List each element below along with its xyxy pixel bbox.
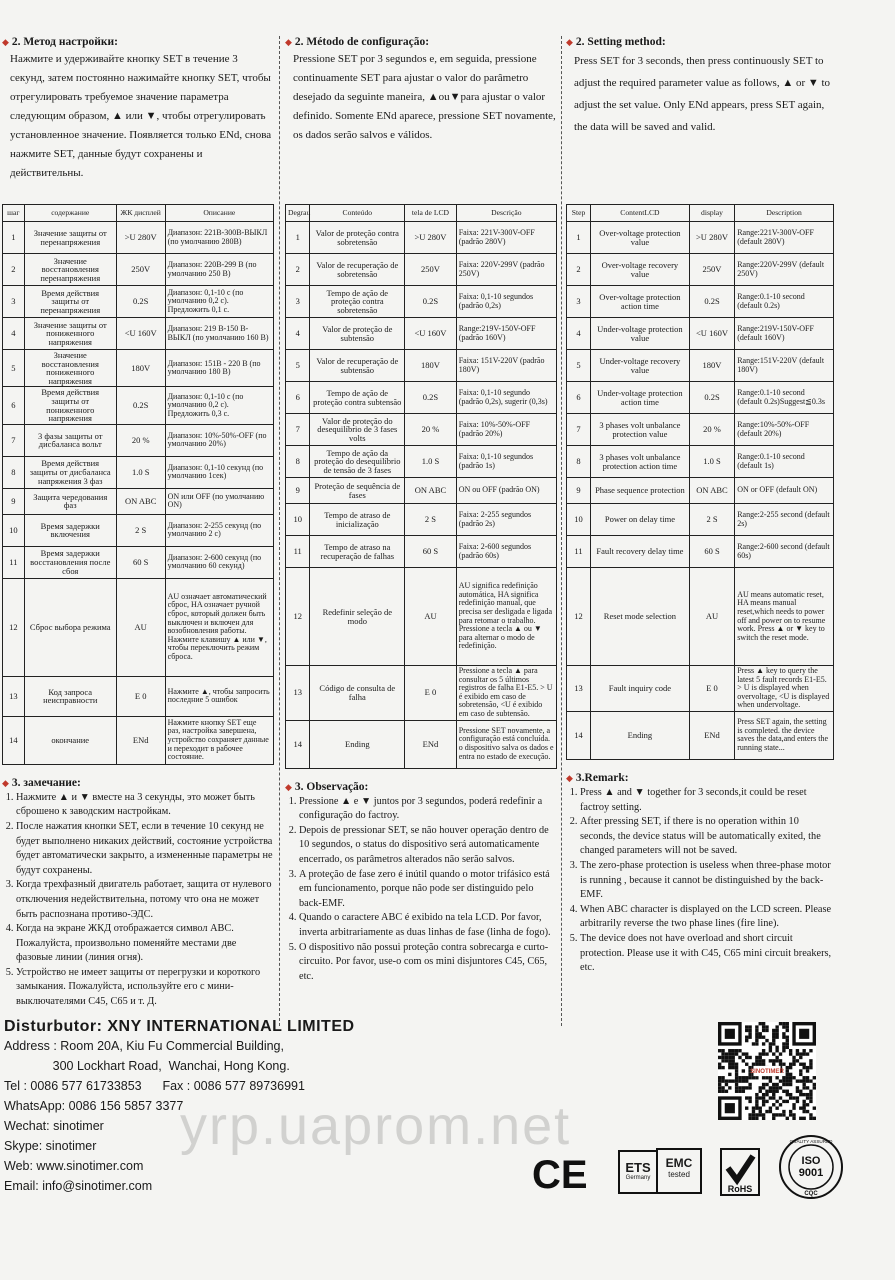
setting-instructions-en: Press SET for 3 seconds, then press continuously SET to adjust the required parameter value as follows, ▲ or ▼ to adjust the set value. Only ENd appears, press SET again, the data will be saved and valid. <box>574 55 831 133</box>
portuguese-column <box>285 36 557 984</box>
content-cell: 3 phases volt unbalance protection value <box>591 414 690 446</box>
description-cell: Диапазон: 0,1-10 с (по умолчанию 0,2 с). Предложить 0,3 с. <box>165 387 273 424</box>
display-cell: ON ABC <box>116 488 165 514</box>
content-cell: окончание <box>24 716 116 764</box>
step-cell: 3 <box>286 286 310 318</box>
col-header-content: содержание <box>24 205 116 222</box>
description-cell: Range:220V-299V (default 250V) <box>735 254 834 286</box>
description-cell: Faixa: 221V-300V-OFF (padrão 280V) <box>456 222 556 254</box>
setting-instructions-ru: Нажмите и удерживайте кнопку SET в течение 3 секунд, затем постоянно нажимайте кнопку SET, чтобы отрегулировать требуемое значение параметра следующим образом, ▲ или ▼, чтобы отрегулировать установленное значение. Появляется только ENd, снова нажмите SET, данные будут сохранены и действительны. <box>10 53 272 179</box>
description-cell: Диапазон: 219 В-150 В-ВЫКЛ (по умолчанию 160 В) <box>165 318 273 350</box>
table-row <box>3 254 274 286</box>
content-cell: Fault inquiry code <box>591 666 690 712</box>
table-row <box>567 666 834 712</box>
content-cell: 3 phases volt unbalance protection action time <box>591 446 690 478</box>
step-cell: 2 <box>3 254 25 286</box>
display-cell: ON ABC <box>689 478 734 504</box>
step-cell: 5 <box>567 350 591 382</box>
distributor-address-line-2: 300 Lockhart Road, Wanchai, Hong Kong. <box>4 1059 290 1073</box>
setting-method-heading-pt: ◆ 2. Método de configuração: <box>285 36 430 48</box>
settings-table-pt <box>285 204 557 769</box>
display-cell: 2 S <box>116 514 165 546</box>
step-cell: 7 <box>567 414 591 446</box>
step-cell: 7 <box>286 414 310 446</box>
content-cell: Время задержки включения <box>24 514 116 546</box>
table-row <box>567 414 834 446</box>
step-cell: 9 <box>3 488 25 514</box>
remark-heading-en: ◆ 3.Remark: <box>566 771 629 784</box>
description-cell: Pressione SET novamente, a configuração está concluída. o dispositivo salva os dados e entra no estado de execução. <box>456 720 556 768</box>
description-cell: Range:2-255 second (default 2s) <box>735 504 834 536</box>
display-cell: 0.2S <box>405 382 456 414</box>
svg-text:CQC: CQC <box>804 1191 818 1197</box>
table-row <box>567 254 834 286</box>
remark-list-en <box>566 786 834 976</box>
step-cell: 3 <box>567 286 591 318</box>
setting-method-heading-ru: ◆ 2. Метод настройки: <box>2 36 118 48</box>
description-cell: Диапазон: 0,1-10 с (по умолчанию 0,2 с). Предложить 0,1 с. <box>165 286 273 318</box>
table-row <box>567 350 834 382</box>
remark-item: 1. Pressione ▲ e ▼ juntos por 3 segundos, poderá redefinir a configuração do factroy. <box>299 795 557 824</box>
step-cell: 11 <box>286 536 310 568</box>
display-cell: 60 S <box>116 546 165 578</box>
table-header-row <box>567 205 834 222</box>
russian-column <box>2 36 274 1010</box>
description-cell: ON ou OFF (padrão ON) <box>456 478 556 504</box>
remark-item: 3. A proteção de fase zero é inútil quando o motor trifásico está em funcionamento, porque não pode ser distinguido pelo back-EMF. <box>299 868 557 912</box>
content-cell: Valor de recuperação de subtensão <box>310 350 405 382</box>
step-cell: 12 <box>3 578 25 676</box>
content-cell: Tempo de atraso na recuperação de falhas <box>310 536 405 568</box>
col-header-content: ContentLCD <box>591 205 690 222</box>
table-row <box>286 318 557 350</box>
display-cell: 1.0 S <box>405 446 456 478</box>
col-header-step: Degrau <box>286 205 310 222</box>
step-cell: 8 <box>567 446 591 478</box>
table-row <box>286 720 557 768</box>
description-cell: Faixa: 0,1-10 segundo (padrão 0,2s), sugerir (0,3s) <box>456 382 556 414</box>
step-cell: 11 <box>567 536 591 568</box>
content-cell: Tempo de atraso de inicialização <box>310 504 405 536</box>
table-row <box>286 350 557 382</box>
table-row <box>286 286 557 318</box>
col-header-step: Step <box>567 205 591 222</box>
description-cell: Press SET again, the setting is completed. the device saves the data,and enters the running state... <box>735 711 834 759</box>
settings-table-en <box>566 204 834 760</box>
step-cell: 9 <box>567 478 591 504</box>
description-cell: Range:10%-50%-OFF (default 20%) <box>735 414 834 446</box>
content-cell: Значение восстановления пониженного напряжения <box>24 350 116 387</box>
column-divider <box>279 36 280 1026</box>
table-row <box>567 568 834 666</box>
step-cell: 13 <box>3 676 25 716</box>
step-cell: 10 <box>286 504 310 536</box>
remark-item: 4. When ABC character is displayed on the LCD screen. Please arbitrarily reverse the two phase lines (fire line). <box>580 903 834 932</box>
col-header-description: Описание <box>165 205 273 222</box>
display-cell: AU <box>405 568 456 666</box>
table-row <box>567 286 834 318</box>
description-cell: AU means automatic reset, HA means manual reset,which needs to power off and power on to resume work. Press ▲ or ▼ key to switch the reset mode. <box>735 568 834 666</box>
display-cell: 60 S <box>405 536 456 568</box>
description-cell: Faixa: 2-600 segundos (padrão 60s) <box>456 536 556 568</box>
content-cell: Valor de proteção do desequilíbrio de 3 fases volts <box>310 414 405 446</box>
table-row <box>286 446 557 478</box>
step-cell: 11 <box>3 546 25 578</box>
table-row <box>567 446 834 478</box>
remark-item: 2. After pressing SET, if there is no operation within 10 seconds, the device status will be automatically exited, the changed parameters will not be saved. <box>580 815 834 859</box>
display-cell: 20 % <box>405 414 456 446</box>
ce-mark-icon <box>530 1150 588 1197</box>
display-cell: <U 160V <box>116 318 165 350</box>
step-cell: 9 <box>286 478 310 504</box>
table-row <box>567 222 834 254</box>
description-cell: Faixa: 151V-220V (padrão 180V) <box>456 350 556 382</box>
step-cell: 1 <box>567 222 591 254</box>
description-cell: ON или OFF (по умолчанию ON) <box>165 488 273 514</box>
distributor-title: Disturbutor: XNY INTERNATIONAL LIMITED <box>4 1018 355 1035</box>
table-header-row <box>3 205 274 222</box>
content-cell: Power on delay time <box>591 504 690 536</box>
display-cell: 0.2S <box>689 286 734 318</box>
display-cell: 0.2S <box>116 286 165 318</box>
description-cell: Нажмите кнопку SET еще раз, настройка завершена, устройство сохраняет данные и переходит в рабочее состояние. <box>165 716 273 764</box>
col-header-display: ЖК дисплей <box>116 205 165 222</box>
display-cell: >U 280V <box>405 222 456 254</box>
table-row <box>3 676 274 716</box>
description-cell: Диапазон: 221В-300В-ВЫКЛ (по умолчанию 280В) <box>165 222 273 254</box>
display-cell: 250V <box>689 254 734 286</box>
display-cell: AU <box>116 578 165 676</box>
content-cell: Valor de proteção contra sobretensão <box>310 222 405 254</box>
display-cell: E 0 <box>116 676 165 716</box>
content-cell: Valor de proteção de subtensão <box>310 318 405 350</box>
step-cell: 8 <box>3 456 25 488</box>
description-cell: AU означает автоматический сброс, HA означает ручной сброс, который должен быть выключен и включен для возобновления работы. Нажмите клавишу ▲ или ▼, чтобы переключить режим сброса. <box>165 578 273 676</box>
display-cell: 60 S <box>689 536 734 568</box>
table-row <box>3 222 274 254</box>
display-cell: <U 160V <box>689 318 734 350</box>
step-cell: 2 <box>286 254 310 286</box>
table-row <box>3 488 274 514</box>
content-cell: Phase sequence protection <box>591 478 690 504</box>
step-cell: 12 <box>286 568 310 666</box>
table-row <box>286 382 557 414</box>
table-row <box>286 504 557 536</box>
display-cell: ENd <box>116 716 165 764</box>
table-row <box>3 424 274 456</box>
step-cell: 5 <box>286 350 310 382</box>
content-cell: 3 фазы защиты от дисбаланса вольт <box>24 424 116 456</box>
table-row <box>286 222 557 254</box>
content-cell: Proteção de sequência de fases <box>310 478 405 504</box>
distributor-wechat: Wechat: sinotimer <box>4 1119 104 1133</box>
display-cell: 250V <box>405 254 456 286</box>
content-cell: Код запроса неисправности <box>24 676 116 716</box>
svg-text:CE: CE <box>532 1153 588 1197</box>
remark-item: 4. Quando o caractere ABC é exibido na tela LCD. Por favor, inverta arbitrariamente as duas linhas de fase (linha de fogo). <box>299 911 557 940</box>
display-cell: 20 % <box>116 424 165 456</box>
step-cell: 1 <box>3 222 25 254</box>
ets-logo-icon: ETS Germany <box>618 1150 658 1194</box>
col-header-display: display <box>689 205 734 222</box>
display-cell: 0.2S <box>116 387 165 424</box>
description-cell: Range:2-600 second (default 60s) <box>735 536 834 568</box>
table-row <box>286 254 557 286</box>
table-row <box>3 716 274 764</box>
display-cell: ENd <box>689 711 734 759</box>
description-cell: Pressione a tecla ▲ para consultar os 5 últimos registros de falha E1-E5. > U é exibido em caso de sobretensão, <U é exibido em caso de subtensão. <box>456 666 556 721</box>
qr-center-logo: SINOTIMER <box>750 1068 784 1076</box>
content-cell: Over-voltage protection value <box>591 222 690 254</box>
display-cell: 1.0 S <box>689 446 734 478</box>
distributor-tel-fax: Tel : 0086 577 61733853 Fax : 0086 577 89736991 <box>4 1079 305 1093</box>
table-row <box>567 504 834 536</box>
step-cell: 4 <box>286 318 310 350</box>
step-cell: 4 <box>3 318 25 350</box>
col-header-display: tela de LCD <box>405 205 456 222</box>
step-cell: 10 <box>567 504 591 536</box>
rohs-logo-icon <box>720 1148 760 1196</box>
english-column <box>566 36 834 976</box>
content-cell: Código de consulta de falha <box>310 666 405 721</box>
step-cell: 10 <box>3 514 25 546</box>
content-cell: Over-voltage protection action time <box>591 286 690 318</box>
display-cell: 250V <box>116 254 165 286</box>
description-cell: Range:221V-300V-OFF (default 280V) <box>735 222 834 254</box>
step-cell: 3 <box>3 286 25 318</box>
certification-logos <box>530 1139 860 1212</box>
display-cell: AU <box>689 568 734 666</box>
step-cell: 13 <box>286 666 310 721</box>
display-cell: ENd <box>405 720 456 768</box>
svg-text:ISO: ISO <box>801 1155 821 1167</box>
content-cell: Reset mode selection <box>591 568 690 666</box>
step-cell: 4 <box>567 318 591 350</box>
table-header-row <box>286 205 557 222</box>
col-header-description: Descrição <box>456 205 556 222</box>
display-cell: 1.0 S <box>116 456 165 488</box>
remark-list-ru <box>2 791 274 1010</box>
description-cell: Faixa: 2-255 segundos (padrão 2s) <box>456 504 556 536</box>
description-cell: Диапазон: 220В-299 В (по умолчанию 250 В) <box>165 254 273 286</box>
description-cell: Faixa: 220V-299V (padrão 250V) <box>456 254 556 286</box>
table-row <box>567 711 834 759</box>
step-cell: 6 <box>286 382 310 414</box>
description-cell: Range:0.1-10 second (default 0.2s) <box>735 286 834 318</box>
step-cell: 5 <box>3 350 25 387</box>
qr-code <box>718 1022 816 1120</box>
display-cell: 0.2S <box>405 286 456 318</box>
content-cell: Redefinir seleção de modo <box>310 568 405 666</box>
display-cell: 2 S <box>405 504 456 536</box>
iso-9001-logo-icon <box>778 1134 844 1200</box>
content-cell: Значение восстановления перенапряжения <box>24 254 116 286</box>
description-cell: Range:219V-150V-OFF (default 160V) <box>735 318 834 350</box>
step-cell: 6 <box>567 382 591 414</box>
content-cell: Tempo de ação de proteção contra subtensão <box>310 382 405 414</box>
step-cell: 2 <box>567 254 591 286</box>
content-cell: Tempo de ação da proteção do desequilíbrio de tensão de 3 fases <box>310 446 405 478</box>
table-row <box>567 536 834 568</box>
step-cell: 12 <box>567 568 591 666</box>
step-cell: 14 <box>3 716 25 764</box>
remark-item: 5. O dispositivo não possui proteção contra sobrecarga e curto-circuito. Por favor, use-o com os mini disjuntores C45, C65, etc. <box>299 941 557 985</box>
table-row <box>3 456 274 488</box>
distributor-email: Email: info@sinotimer.com <box>4 1179 153 1193</box>
display-cell: <U 160V <box>405 318 456 350</box>
description-cell: Faixa: 0,1-10 segundos (padrão 0,2s) <box>456 286 556 318</box>
display-cell: E 0 <box>689 666 734 712</box>
content-cell: Tempo de ação de proteção contra sobretensão <box>310 286 405 318</box>
table-row <box>3 286 274 318</box>
table-row <box>286 478 557 504</box>
emc-logo-icon: EMC tested <box>656 1148 702 1194</box>
content-cell: Время действия защиты от перенапряжения <box>24 286 116 318</box>
content-cell: Ending <box>591 711 690 759</box>
description-cell: Диапазон: 10%-50%-OFF (по умолчанию 20%) <box>165 424 273 456</box>
step-cell: 14 <box>286 720 310 768</box>
description-cell: Faixa: 10%-50%-OFF (padrão 20%) <box>456 414 556 446</box>
remark-item: 4. Когда на экране ЖКД отображается символ ABC. Пожалуйста, произвольно поменяйте местами две фазовые линии (линия огня). <box>16 922 274 966</box>
content-cell: Fault recovery delay time <box>591 536 690 568</box>
remark-item: 3. Когда трехфазный двигатель работает, защита от нулевого отключения недействительна, потому что она не может быть распознана противо-ЭДС. <box>16 878 274 922</box>
remark-item: 5. The device does not have overload and short circuit protection. Please use it with C45, C65 mini circuit breakers, etc. <box>580 932 834 976</box>
description-cell: Диапазон: 0,1-10 секунд (по умолчанию 1сек) <box>165 456 273 488</box>
description-cell: AU significa redefinição automática, HA significa redefinição manual, que precisa ser desligada e ligada para retomar o trabalho. Pressione a tecla ▲ ou ▼ para alternar o modo de redefinição. <box>456 568 556 666</box>
content-cell: Valor de recuperação de sobretensão <box>310 254 405 286</box>
description-cell: Диапазон: 151В - 220 В (по умолчанию 180 В) <box>165 350 273 387</box>
step-cell: 8 <box>286 446 310 478</box>
remark-item: 2. После нажатия кнопки SET, если в течение 10 секунд не будет выполнено никаких действий, состояние устройства будет автоматически закрыто, а измененные параметры не будут сохранены. <box>16 820 274 878</box>
display-cell: 20 % <box>689 414 734 446</box>
description-cell: Диапазон: 2-255 секунд (по умолчанию 2 с) <box>165 514 273 546</box>
col-header-step: шаг <box>3 205 25 222</box>
content-cell: Значение защиты от пониженного напряжения <box>24 318 116 350</box>
table-row <box>567 318 834 350</box>
table-row <box>286 536 557 568</box>
display-cell: 180V <box>116 350 165 387</box>
column-divider <box>561 36 562 1026</box>
display-cell: >U 280V <box>116 222 165 254</box>
description-cell: Нажмите ▲, чтобы запросить последние 5 ошибок <box>165 676 273 716</box>
distributor-address-line-1: Address : Room 20A, Kiu Fu Commercial Building, <box>4 1039 284 1053</box>
content-cell: Under-voltage protection value <box>591 318 690 350</box>
content-cell: Время действия защиты от пониженного напряжения <box>24 387 116 424</box>
table-row <box>567 382 834 414</box>
description-cell: Range:219V-150V-OFF (padrão 160V) <box>456 318 556 350</box>
content-cell: Значение защиты от перенапряжения <box>24 222 116 254</box>
remark-item: 1. Press ▲ and ▼ together for 3 seconds,it could be reset factroy setting. <box>580 786 834 815</box>
display-cell: >U 280V <box>689 222 734 254</box>
description-cell: Range:0.1-10 second (default 1s) <box>735 446 834 478</box>
step-cell: 14 <box>567 711 591 759</box>
settings-table-ru <box>2 204 274 765</box>
setting-instructions-pt: Pressione SET por 3 segundos e, em seguida, pressione continuamente SET para ajustar o valor do parâmetro desejado da seguinte maneira, ▲ou▼para ajustar o valor definido. Somente ENd aparece, pressione SET novamente, os dados serão salvos e válidos. <box>293 53 556 141</box>
content-cell: Ending <box>310 720 405 768</box>
content-cell: Защита чередования фаз <box>24 488 116 514</box>
remark-heading-pt: ◆ 3. Observação: <box>285 780 369 793</box>
svg-text:9001: 9001 <box>798 1167 824 1179</box>
remark-heading-ru: ◆ 3. замечание: <box>2 776 81 789</box>
distributor-whatsapp: WhatsApp: 0086 156 5857 3377 <box>4 1099 184 1113</box>
remark-item: 2. Depois de pressionar SET, se não houver operação dentro de 10 segundos, o status do dispositivo será automaticamente encerrado, os parâmetros alterados não serão salvos. <box>299 824 557 868</box>
remark-list-pt <box>285 795 557 985</box>
distributor-skype: Skype: sinotimer <box>4 1139 97 1153</box>
display-cell: 2 S <box>689 504 734 536</box>
description-cell: Range:0.1-10 second (default 0.2s)Suggest≦0.3s <box>735 382 834 414</box>
table-row <box>3 578 274 676</box>
remark-item: 1. Нажмите ▲ и ▼ вместе на 3 секунды, это может быть сброшено к заводским настройкам. <box>16 791 274 820</box>
table-row <box>3 546 274 578</box>
table-row <box>3 350 274 387</box>
col-header-content: Conteúdo <box>310 205 405 222</box>
table-row <box>3 318 274 350</box>
description-cell: ON or OFF (default ON) <box>735 478 834 504</box>
step-cell: 13 <box>567 666 591 712</box>
table-row <box>286 666 557 721</box>
content-cell: Under-voltage protection action time <box>591 382 690 414</box>
display-cell: 180V <box>689 350 734 382</box>
table-row <box>286 568 557 666</box>
table-row <box>3 514 274 546</box>
display-cell: E 0 <box>405 666 456 721</box>
step-cell: 6 <box>3 387 25 424</box>
distributor-web: Web: www.sinotimer.com <box>4 1159 144 1173</box>
setting-method-heading-en: ◆ 2. Setting method: <box>566 36 666 48</box>
content-cell: Время действия защиты от дисбаланса напряжения 3 фаз <box>24 456 116 488</box>
svg-text:QUALITY ASSURED: QUALITY ASSURED <box>789 1139 833 1144</box>
display-cell: ON ABC <box>405 478 456 504</box>
svg-text:RoHS: RoHS <box>727 1184 753 1194</box>
display-cell: 180V <box>405 350 456 382</box>
watermark: yrp.uaprom.net <box>180 1096 572 1156</box>
description-cell: Диапазон: 2-600 секунд (по умолчанию 60 секунд) <box>165 546 273 578</box>
description-cell: Press ▲ key to query the latest 5 fault records E1-E5. > U is displayed when overvoltage, <U is displayed when undervoltage. <box>735 666 834 712</box>
table-row <box>567 478 834 504</box>
content-cell: Under-voltage recovery value <box>591 350 690 382</box>
col-header-description: Description <box>735 205 834 222</box>
description-cell: Faixa: 0,1-10 segundos (padrão 1s) <box>456 446 556 478</box>
content-cell: Over-voltage recovery value <box>591 254 690 286</box>
table-row <box>286 414 557 446</box>
content-cell: Сброс выбора режима <box>24 578 116 676</box>
step-cell: 7 <box>3 424 25 456</box>
step-cell: 1 <box>286 222 310 254</box>
content-cell: Время задержки восстановления после сбоя <box>24 546 116 578</box>
remark-item: 5. Устройство не имеет защиты от перегрузки и короткого замыкания. Пожалуйста, используйте его с мини-выключателями C45, C65 и т. Д. <box>16 966 274 1010</box>
table-row <box>3 387 274 424</box>
display-cell: 0.2S <box>689 382 734 414</box>
description-cell: Range:151V-220V (default 180V) <box>735 350 834 382</box>
remark-item: 3. The zero-phase protection is useless when three-phase motor is running , because it cannot be distinguished by the back-EMF. <box>580 859 834 903</box>
